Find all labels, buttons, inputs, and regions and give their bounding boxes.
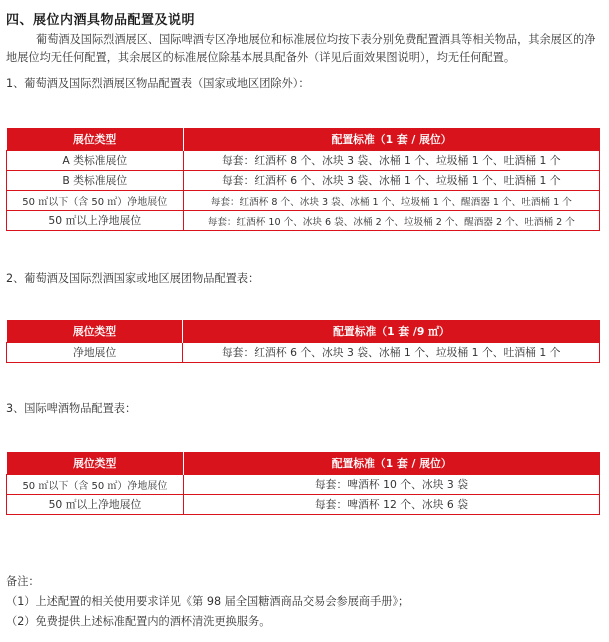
header-booth-type: 展位类型 [7, 128, 184, 151]
section3-table [6, 452, 600, 515]
header-booth-type: 展位类型 [7, 320, 183, 343]
table-header-row [7, 452, 600, 475]
cell-config: 每套：啤酒杯 10 个、冰块 3 袋 [183, 475, 599, 495]
section2-table [6, 320, 600, 363]
table-header-row [7, 128, 600, 151]
intro-paragraph [6, 31, 604, 67]
table-row [7, 211, 600, 231]
cell-booth-type: 50 ㎡以上净地展位 [7, 495, 184, 515]
section2-title: 2、葡萄酒及国际烈酒国家或地区展团物品配置表： [6, 272, 260, 285]
cell-booth-type: 50 ㎡以下（含 50 ㎡）净地展位 [7, 191, 184, 211]
table-row [7, 191, 600, 211]
cell-booth-type: 净地展位 [7, 343, 183, 363]
note-item: （1）上述配置的相关使用要求详见《第 98 届全国糖酒商品交易会参展商手册》； [6, 595, 410, 608]
note-item: （2）免费提供上述标准配置内的酒杯清洗更换服务。 [6, 615, 271, 628]
cell-booth-type: 50 ㎡以下（含 50 ㎡）净地展位 [7, 475, 184, 495]
table-row [7, 343, 600, 363]
table-row [7, 495, 600, 515]
cell-config: 每套：红酒杯 6 个、冰块 3 袋、冰桶 1 个、垃圾桶 1 个、吐酒桶 1 个 [183, 343, 600, 363]
cell-config: 每套：红酒杯 10 个、冰块 6 袋、冰桶 2 个、垃圾桶 2 个、醒酒器 2 个、吐酒桶 2 个 [183, 211, 599, 231]
header-config-standard: 配置标准（1 套 / 展位） [183, 128, 599, 151]
table-row [7, 475, 600, 495]
header-booth-type: 展位类型 [7, 452, 184, 475]
section1-table [6, 128, 600, 231]
table-row [7, 171, 600, 191]
notes-title: 备注： [6, 575, 40, 588]
header-config-standard: 配置标准（1 套 / 展位） [183, 452, 599, 475]
table-header-row [7, 320, 600, 343]
cell-config: 每套：红酒杯 8 个、冰块 3 袋、冰桶 1 个、垃圾桶 1 个、醒酒器 1 个、吐酒桶 1 个 [183, 191, 599, 211]
cell-config: 每套：红酒杯 6 个、冰块 3 袋、冰桶 1 个、垃圾桶 1 个、吐酒桶 1 个 [183, 171, 599, 191]
header-config-standard: 配置标准（1 套 /9 ㎡） [183, 320, 600, 343]
cell-booth-type: B 类标准展位 [7, 171, 184, 191]
table-row [7, 151, 600, 171]
section-heading: 四、展位内酒具物品配置及说明 [6, 13, 196, 28]
section3-title: 3、国际啤酒物品配置表： [6, 402, 137, 415]
cell-booth-type: A 类标准展位 [7, 151, 184, 171]
cell-config: 每套：啤酒杯 12 个、冰块 6 袋 [183, 495, 599, 515]
section1-title: 1、葡萄酒及国际烈酒展区物品配置表（国家或地区团除外）： [6, 77, 310, 90]
intro-text: 葡萄酒及国际烈酒展区、国际啤酒专区净地展位和标准展位均按下表分别免费配置酒具等相关物品，其余展区的净地展位均无任何配置，其余展区的标准展位除基本展具配备外（详见后面效果图说明），均无任何配置。 [6, 33, 596, 64]
notes-block [6, 572, 409, 632]
cell-booth-type: 50 ㎡以上净地展位 [7, 211, 184, 231]
cell-config: 每套：红酒杯 8 个、冰块 3 袋、冰桶 1 个、垃圾桶 1 个、吐酒桶 1 个 [183, 151, 599, 171]
